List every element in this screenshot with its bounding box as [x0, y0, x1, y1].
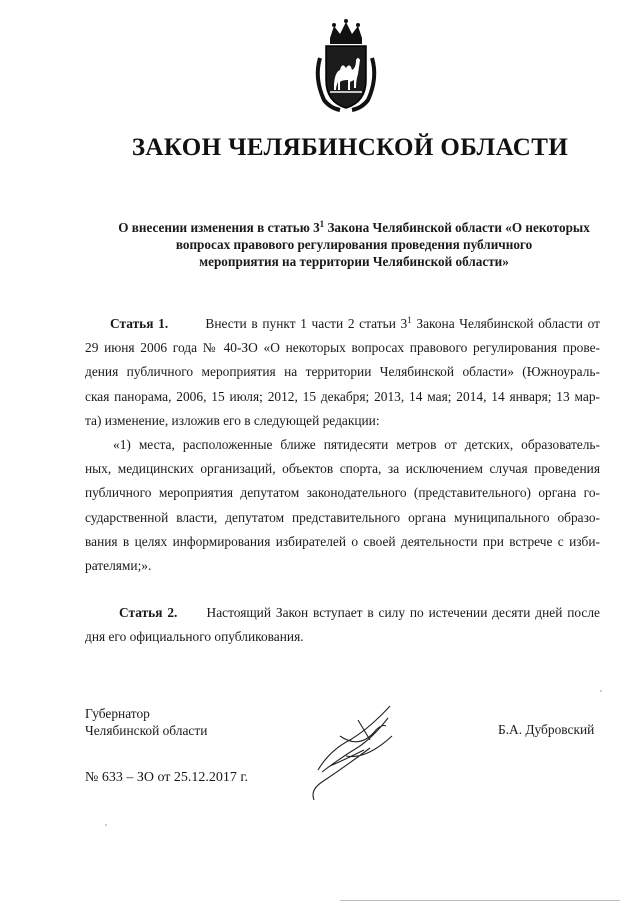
subject-line: мероприятия на территории Челябинской области»	[199, 254, 509, 269]
article-2	[85, 601, 600, 649]
article-1	[85, 312, 600, 433]
scan-speck	[600, 690, 602, 692]
article-1-line: дения публичного мероприятия на территории Челябинской области» (Южноураль-	[85, 364, 600, 380]
article-2-first-line: Статья 2. Настоящий Закон вступает в силу по истечении десяти дней после	[119, 605, 600, 620]
law-title: ЗАКОН ЧЕЛЯБИНСКОЙ ОБЛАСТИ	[131, 134, 569, 161]
law-number-and-date: № 633 – ЗО от 25.12.2017 г.	[85, 770, 249, 785]
article-1-line: та) изменение, изложив его в следующей редакции:	[85, 412, 380, 428]
subject-line: О внесении изменения в статью $3^1$ Закона Челябинской области «О некоторых	[118, 219, 590, 235]
coat-of-arms-icon	[310, 18, 382, 114]
article-1-line: 29 июня 2006 года № 40-ЗО «О некоторых вопросах правового регулирования прове-	[85, 340, 600, 356]
quote-line: вания в целях информирования избирателей о своей деятельности при встрече с изби-	[85, 533, 600, 549]
law-subject	[60, 219, 640, 270]
governor-name: Б.А. Дубровский	[498, 722, 595, 737]
article-1-first-line: Статья 1. Внести в пункт 1 части 2 статьи $3^1$ Закона Челябинской области от	[110, 315, 600, 331]
handwritten-signature-icon	[300, 700, 410, 810]
quote-line: ных, медицинских организаций, объектов спорта, за исключением случая проведения	[85, 461, 600, 477]
scan-speck	[105, 824, 107, 826]
quote-line: «1) места, расположенные ближе пятидесяти метров от детских, образователь-	[113, 437, 600, 452]
signatory-position: Губернатор Челябинской области	[85, 706, 208, 738]
article-2-label: Статья 2.	[119, 605, 178, 620]
quote-line: рателями;».	[85, 558, 152, 574]
article-2-line: дня его официального опубликования.	[85, 629, 304, 645]
article-1-label: Статья 1.	[110, 316, 169, 331]
quote-line: публичного мероприятия депутатом законодательного (представительного) органа го-	[85, 485, 600, 501]
article-1-line: ская панорама, 2006, 15 июля; 2012, 15 декабря; 2013, 14 мая; 2014, 14 января; 13 мар-	[85, 388, 600, 404]
subject-line: вопросах правового регулирования проведения публичного	[175, 237, 533, 252]
quote-line: сударственной власти, депутатом представительного органа муниципального образо-	[85, 509, 600, 525]
scan-edge-line	[340, 900, 620, 901]
amendment-quote	[85, 433, 600, 578]
